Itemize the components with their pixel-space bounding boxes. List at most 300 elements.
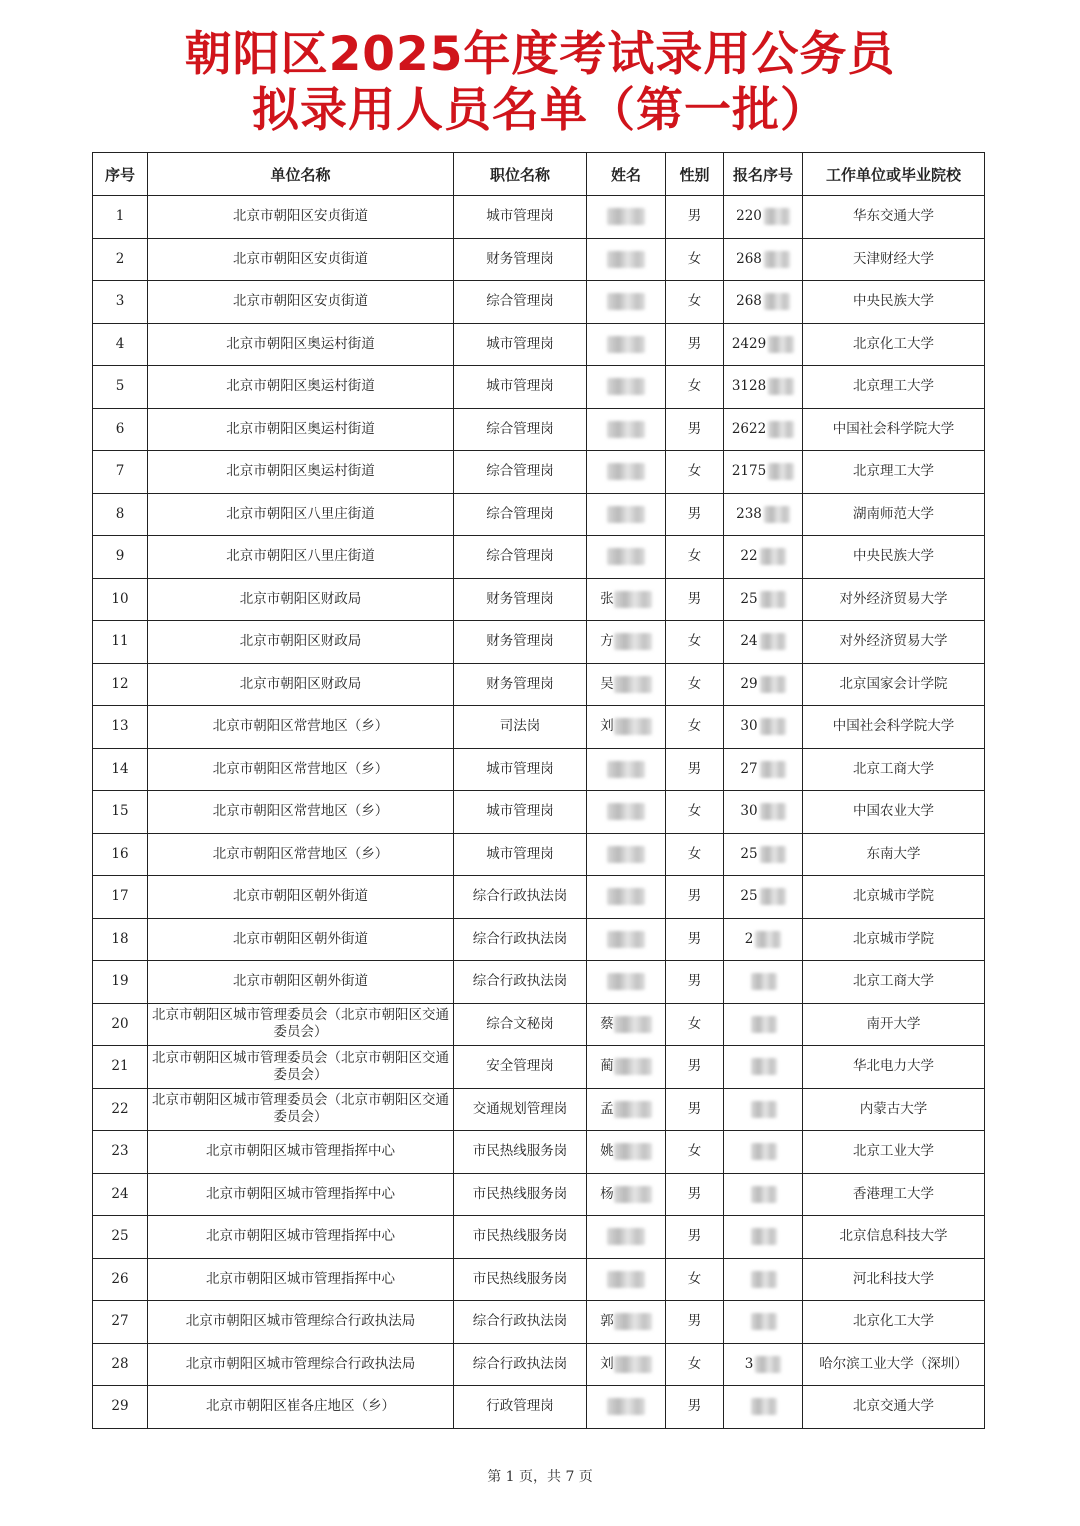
cell-reg-text: 30 bbox=[740, 803, 758, 820]
cell-unit-text: 北京市朝阳区城市管理指挥中心 bbox=[206, 1228, 395, 1245]
redaction-mask bbox=[760, 846, 786, 863]
redaction-mask bbox=[751, 1271, 777, 1288]
cell-reg-text: 3128 bbox=[731, 378, 767, 395]
cell-position bbox=[454, 621, 587, 664]
cell-no-text: 10 bbox=[111, 590, 129, 607]
cell-unit-text: 北京市朝阳区奥运村街道 bbox=[226, 420, 375, 437]
cell-unit bbox=[148, 578, 454, 621]
cell-gender bbox=[666, 706, 724, 749]
cell-unit bbox=[148, 196, 454, 239]
cell-no-text: 16 bbox=[111, 845, 129, 862]
cell-gender-text: 男 bbox=[687, 335, 702, 352]
cell-no-text: 13 bbox=[111, 718, 129, 735]
cell-position bbox=[454, 1088, 587, 1131]
cell-name bbox=[587, 1258, 666, 1301]
cell-no-text: 3 bbox=[115, 293, 125, 310]
cell-unit bbox=[148, 1343, 454, 1386]
cell-unit-text: 北京市朝阳区奥运村街道 bbox=[226, 463, 375, 480]
cell-name-text: 姚 bbox=[600, 1143, 614, 1160]
table-row bbox=[93, 961, 985, 1004]
cell-gender bbox=[666, 408, 724, 451]
cell-unit-text: 北京市朝阳区奥运村街道 bbox=[226, 378, 375, 395]
cell-school bbox=[803, 791, 985, 834]
redaction-mask bbox=[607, 378, 645, 395]
cell-no bbox=[93, 196, 148, 239]
cell-gender bbox=[666, 1131, 724, 1174]
cell-name-text: 孟 bbox=[600, 1100, 614, 1117]
cell-gender-text: 男 bbox=[687, 888, 702, 905]
cell-gender bbox=[666, 1258, 724, 1301]
cell-name-text: 杨 bbox=[600, 1185, 614, 1202]
redaction-mask bbox=[607, 251, 645, 268]
cell-name bbox=[587, 1301, 666, 1344]
cell-gender bbox=[666, 1343, 724, 1386]
cell-unit-text: 北京市朝阳区朝外街道 bbox=[233, 888, 368, 905]
cell-no bbox=[93, 366, 148, 409]
cell-unit bbox=[148, 706, 454, 749]
cell-school bbox=[803, 1003, 985, 1046]
cell-school bbox=[803, 706, 985, 749]
cell-school bbox=[803, 621, 985, 664]
cell-gender-text: 男 bbox=[687, 1398, 702, 1415]
table-header-row bbox=[93, 153, 985, 196]
header-cell-name: 姓名 bbox=[587, 153, 666, 196]
table-row bbox=[93, 536, 985, 579]
cell-position bbox=[454, 833, 587, 876]
roster-table bbox=[92, 152, 985, 1429]
cell-reg bbox=[724, 961, 803, 1004]
cell-school bbox=[803, 323, 985, 366]
cell-school bbox=[803, 1131, 985, 1174]
cell-unit bbox=[148, 238, 454, 281]
cell-unit-text: 北京市朝阳区财政局 bbox=[239, 675, 362, 692]
cell-position bbox=[454, 961, 587, 1004]
cell-school-text: 中央民族大学 bbox=[853, 293, 934, 310]
cell-reg-text: 24 bbox=[740, 633, 758, 650]
cell-gender bbox=[666, 1003, 724, 1046]
cell-gender-text: 女 bbox=[687, 718, 702, 735]
redaction-mask bbox=[607, 463, 645, 480]
cell-reg bbox=[724, 1173, 803, 1216]
page-footer: 第 1 页，共 7 页 bbox=[487, 1469, 593, 1485]
cell-name-text: 方 bbox=[600, 633, 614, 650]
cell-gender bbox=[666, 918, 724, 961]
cell-unit-text: 北京市朝阳区城市管理综合行政执法局 bbox=[185, 1355, 416, 1372]
cell-gender-text: 男 bbox=[687, 760, 702, 777]
redaction-mask bbox=[607, 803, 645, 820]
cell-gender bbox=[666, 1386, 724, 1429]
redaction-mask bbox=[751, 1143, 777, 1160]
cell-no bbox=[93, 918, 148, 961]
cell-reg-text: 25 bbox=[740, 888, 758, 905]
cell-reg bbox=[724, 493, 803, 536]
table-row bbox=[93, 1173, 985, 1216]
cell-reg bbox=[724, 663, 803, 706]
cell-unit-text: 北京市朝阳区安贞街道 bbox=[233, 208, 368, 225]
redaction-mask bbox=[614, 591, 652, 608]
cell-school bbox=[803, 1386, 985, 1429]
cell-reg bbox=[724, 1343, 803, 1386]
header-cell-unit: 单位名称 bbox=[148, 153, 454, 196]
redaction-mask bbox=[607, 1228, 645, 1245]
cell-position bbox=[454, 408, 587, 451]
cell-position bbox=[454, 1216, 587, 1259]
cell-reg bbox=[724, 918, 803, 961]
cell-name bbox=[587, 1343, 666, 1386]
cell-gender-text: 女 bbox=[687, 1270, 702, 1287]
cell-no bbox=[93, 1088, 148, 1131]
cell-position-text: 城市管理岗 bbox=[486, 335, 554, 352]
cell-position bbox=[454, 578, 587, 621]
redaction-mask bbox=[751, 1186, 777, 1203]
cell-unit bbox=[148, 833, 454, 876]
cell-reg bbox=[724, 706, 803, 749]
cell-school-text: 南开大学 bbox=[866, 1015, 921, 1032]
cell-position-text: 综合管理岗 bbox=[486, 293, 554, 310]
cell-position-text: 城市管理岗 bbox=[486, 803, 554, 820]
cell-position-text: 财务管理岗 bbox=[486, 633, 554, 650]
table-row bbox=[93, 833, 985, 876]
cell-name bbox=[587, 1216, 666, 1259]
cell-school-text: 北京工商大学 bbox=[853, 973, 934, 990]
cell-name bbox=[587, 238, 666, 281]
redaction-mask bbox=[755, 1356, 781, 1373]
cell-name bbox=[587, 621, 666, 664]
cell-position-text: 综合管理岗 bbox=[486, 463, 554, 480]
table-row bbox=[93, 1386, 985, 1429]
cell-no-text: 1 bbox=[115, 208, 125, 225]
cell-gender bbox=[666, 748, 724, 791]
cell-unit bbox=[148, 1046, 454, 1089]
redaction-mask bbox=[760, 803, 786, 820]
redaction-mask bbox=[614, 1356, 652, 1373]
cell-school bbox=[803, 578, 985, 621]
cell-gender-text: 男 bbox=[687, 208, 702, 225]
cell-reg bbox=[724, 1258, 803, 1301]
cell-school-text: 内蒙古大学 bbox=[859, 1100, 928, 1117]
cell-position bbox=[454, 1173, 587, 1216]
cell-unit bbox=[148, 536, 454, 579]
cell-school-text: 哈尔滨工业大学（深圳） bbox=[819, 1355, 968, 1372]
cell-position-text: 安全管理岗 bbox=[486, 1058, 554, 1075]
cell-unit bbox=[148, 961, 454, 1004]
cell-position bbox=[454, 1301, 587, 1344]
redaction-mask bbox=[768, 336, 794, 353]
table-row bbox=[93, 451, 985, 494]
cell-gender-text: 女 bbox=[687, 378, 702, 395]
cell-position bbox=[454, 323, 587, 366]
cell-no-text: 14 bbox=[111, 760, 129, 777]
cell-no-text: 7 bbox=[115, 463, 125, 480]
cell-gender-text: 男 bbox=[687, 1313, 702, 1330]
redaction-mask bbox=[614, 1186, 652, 1203]
cell-gender-text: 男 bbox=[687, 973, 702, 990]
table-row bbox=[93, 408, 985, 451]
redaction-mask bbox=[760, 676, 786, 693]
cell-reg bbox=[724, 323, 803, 366]
table-row bbox=[93, 663, 985, 706]
cell-position bbox=[454, 196, 587, 239]
cell-gender-text: 女 bbox=[687, 1015, 702, 1032]
cell-school bbox=[803, 748, 985, 791]
cell-reg bbox=[724, 281, 803, 324]
cell-position-text: 综合文秘岗 bbox=[486, 1015, 554, 1032]
cell-school bbox=[803, 876, 985, 919]
cell-gender-text: 女 bbox=[687, 463, 702, 480]
cell-school-text: 中国社会科学院大学 bbox=[832, 718, 955, 735]
table-body bbox=[93, 196, 985, 1429]
cell-position-text: 城市管理岗 bbox=[486, 378, 554, 395]
cell-school-text: 北京城市学院 bbox=[853, 930, 934, 947]
cell-no-text: 9 bbox=[115, 548, 125, 565]
cell-no bbox=[93, 1258, 148, 1301]
table-row bbox=[93, 1216, 985, 1259]
cell-unit-text: 北京市朝阳区城市管理委员会（北京市朝阳区交通委员会） bbox=[152, 1049, 449, 1083]
redaction-mask bbox=[751, 973, 777, 990]
cell-gender-text: 女 bbox=[687, 845, 702, 862]
cell-unit-text: 北京市朝阳区城市管理委员会（北京市朝阳区交通委员会） bbox=[152, 1007, 449, 1041]
cell-gender bbox=[666, 451, 724, 494]
table-row bbox=[93, 238, 985, 281]
cell-position-text: 综合管理岗 bbox=[486, 505, 554, 522]
cell-unit-text: 北京市朝阳区八里庄街道 bbox=[226, 505, 375, 522]
cell-school bbox=[803, 961, 985, 1004]
cell-name bbox=[587, 196, 666, 239]
cell-school bbox=[803, 1088, 985, 1131]
cell-reg-text: 2 bbox=[744, 930, 754, 947]
cell-no bbox=[93, 1131, 148, 1174]
cell-gender bbox=[666, 833, 724, 876]
cell-position-text: 城市管理岗 bbox=[486, 208, 554, 225]
table-row bbox=[93, 621, 985, 664]
cell-no bbox=[93, 621, 148, 664]
cell-gender-text: 男 bbox=[687, 1058, 702, 1075]
cell-no-text: 17 bbox=[111, 888, 129, 905]
table-row bbox=[93, 876, 985, 919]
header-cell-position: 职位名称 bbox=[454, 153, 587, 196]
cell-position-text: 财务管理岗 bbox=[486, 675, 554, 692]
cell-gender bbox=[666, 1216, 724, 1259]
cell-position-text: 市民热线服务岗 bbox=[472, 1270, 568, 1287]
redaction-mask bbox=[760, 591, 786, 608]
cell-gender bbox=[666, 281, 724, 324]
cell-school-text: 北京城市学院 bbox=[853, 888, 934, 905]
redaction-mask bbox=[614, 1101, 652, 1118]
cell-unit-text: 北京市朝阳区城市管理指挥中心 bbox=[206, 1143, 395, 1160]
cell-reg-text: 2622 bbox=[731, 420, 767, 437]
cell-gender bbox=[666, 1046, 724, 1089]
cell-name bbox=[587, 1046, 666, 1089]
cell-gender bbox=[666, 1088, 724, 1131]
header-cell-gender: 性别 bbox=[666, 153, 724, 196]
cell-unit-text: 北京市朝阳区城市管理指挥中心 bbox=[206, 1270, 395, 1287]
cell-name bbox=[587, 1003, 666, 1046]
redaction-mask bbox=[760, 888, 786, 905]
cell-no-text: 19 bbox=[111, 973, 129, 990]
redaction-mask bbox=[764, 251, 790, 268]
cell-no bbox=[93, 493, 148, 536]
table-row bbox=[93, 323, 985, 366]
table-row bbox=[93, 918, 985, 961]
redaction-mask bbox=[764, 293, 790, 310]
cell-school-text: 北京理工大学 bbox=[853, 463, 934, 480]
cell-no bbox=[93, 706, 148, 749]
cell-unit bbox=[148, 1216, 454, 1259]
cell-gender-text: 女 bbox=[687, 250, 702, 267]
table-row bbox=[93, 1258, 985, 1301]
cell-name bbox=[587, 323, 666, 366]
cell-school-text: 香港理工大学 bbox=[853, 1185, 934, 1202]
cell-unit-text: 北京市朝阳区常营地区（乡） bbox=[212, 845, 389, 862]
cell-unit bbox=[148, 366, 454, 409]
cell-no bbox=[93, 961, 148, 1004]
cell-reg bbox=[724, 196, 803, 239]
cell-unit bbox=[148, 408, 454, 451]
cell-gender bbox=[666, 196, 724, 239]
cell-gender bbox=[666, 961, 724, 1004]
cell-gender bbox=[666, 621, 724, 664]
cell-unit bbox=[148, 663, 454, 706]
redaction-mask bbox=[751, 1058, 777, 1075]
cell-name bbox=[587, 408, 666, 451]
cell-gender-text: 男 bbox=[687, 1185, 702, 1202]
cell-unit-text: 北京市朝阳区常营地区（乡） bbox=[212, 803, 389, 820]
cell-no bbox=[93, 451, 148, 494]
cell-school-text: 中国社会科学院大学 bbox=[832, 420, 955, 437]
redaction-mask bbox=[607, 761, 645, 778]
cell-gender bbox=[666, 578, 724, 621]
cell-gender bbox=[666, 1301, 724, 1344]
cell-name bbox=[587, 366, 666, 409]
cell-reg-text: 3 bbox=[744, 1355, 754, 1372]
cell-gender-text: 男 bbox=[687, 1228, 702, 1245]
cell-name bbox=[587, 706, 666, 749]
cell-no-text: 24 bbox=[111, 1185, 129, 1202]
cell-reg bbox=[724, 791, 803, 834]
cell-no bbox=[93, 323, 148, 366]
cell-gender-text: 女 bbox=[687, 633, 702, 650]
cell-school-text: 北京信息科技大学 bbox=[839, 1228, 948, 1245]
cell-unit-text: 北京市朝阳区朝外街道 bbox=[233, 973, 368, 990]
cell-name bbox=[587, 578, 666, 621]
table-row bbox=[93, 748, 985, 791]
table-row bbox=[93, 1003, 985, 1046]
redaction-mask bbox=[760, 761, 786, 778]
cell-no-text: 2 bbox=[115, 250, 125, 267]
cell-name-text: 刘 bbox=[600, 1355, 614, 1372]
cell-position bbox=[454, 1386, 587, 1429]
cell-reg-text: 268 bbox=[736, 250, 762, 267]
cell-reg bbox=[724, 833, 803, 876]
cell-gender-text: 女 bbox=[687, 803, 702, 820]
cell-school bbox=[803, 663, 985, 706]
cell-reg bbox=[724, 621, 803, 664]
cell-unit bbox=[148, 1258, 454, 1301]
cell-school bbox=[803, 366, 985, 409]
cell-no bbox=[93, 876, 148, 919]
cell-reg bbox=[724, 1003, 803, 1046]
cell-name-text: 刘 bbox=[600, 718, 614, 735]
cell-position-text: 综合行政执法岗 bbox=[472, 1313, 568, 1330]
cell-position-text: 综合管理岗 bbox=[486, 548, 554, 565]
cell-school bbox=[803, 1046, 985, 1089]
cell-position-text: 司法岗 bbox=[499, 718, 541, 735]
cell-unit bbox=[148, 281, 454, 324]
cell-reg-text: 220 bbox=[736, 208, 762, 225]
cell-position bbox=[454, 1258, 587, 1301]
cell-no bbox=[93, 1386, 148, 1429]
cell-unit bbox=[148, 918, 454, 961]
cell-position bbox=[454, 663, 587, 706]
cell-gender bbox=[666, 323, 724, 366]
cell-no bbox=[93, 408, 148, 451]
cell-no-text: 25 bbox=[111, 1228, 129, 1245]
cell-name bbox=[587, 833, 666, 876]
cell-school-text: 北京化工大学 bbox=[853, 1313, 934, 1330]
cell-position bbox=[454, 706, 587, 749]
redaction-mask bbox=[764, 506, 790, 523]
table-row bbox=[93, 791, 985, 834]
cell-reg bbox=[724, 748, 803, 791]
redaction-mask bbox=[614, 633, 652, 650]
redaction-mask bbox=[760, 548, 786, 565]
cell-school-text: 北京化工大学 bbox=[853, 335, 934, 352]
redaction-mask bbox=[614, 676, 652, 693]
cell-unit bbox=[148, 621, 454, 664]
cell-unit bbox=[148, 876, 454, 919]
cell-no-text: 15 bbox=[111, 803, 129, 820]
cell-no-text: 27 bbox=[111, 1313, 129, 1330]
cell-reg bbox=[724, 536, 803, 579]
cell-position-text: 综合行政执法岗 bbox=[472, 930, 568, 947]
redaction-mask bbox=[614, 1313, 652, 1330]
cell-name bbox=[587, 876, 666, 919]
cell-position bbox=[454, 748, 587, 791]
redaction-mask bbox=[607, 421, 645, 438]
cell-name-text: 蔺 bbox=[600, 1058, 614, 1075]
cell-reg bbox=[724, 1386, 803, 1429]
cell-reg bbox=[724, 578, 803, 621]
cell-gender-text: 男 bbox=[687, 590, 702, 607]
cell-school-text: 天津财经大学 bbox=[853, 250, 934, 267]
cell-name bbox=[587, 1386, 666, 1429]
cell-position-text: 城市管理岗 bbox=[486, 845, 554, 862]
cell-unit-text: 北京市朝阳区财政局 bbox=[239, 633, 362, 650]
table-row bbox=[93, 1301, 985, 1344]
cell-school bbox=[803, 281, 985, 324]
cell-school-text: 中国农业大学 bbox=[853, 803, 934, 820]
redaction-mask bbox=[607, 208, 645, 225]
cell-reg bbox=[724, 1216, 803, 1259]
cell-gender bbox=[666, 366, 724, 409]
cell-gender-text: 女 bbox=[687, 1143, 702, 1160]
redaction-mask bbox=[614, 1058, 652, 1075]
cell-gender bbox=[666, 663, 724, 706]
cell-position bbox=[454, 281, 587, 324]
redaction-mask bbox=[751, 1101, 777, 1118]
cell-unit bbox=[148, 1131, 454, 1174]
cell-name bbox=[587, 281, 666, 324]
cell-gender-text: 女 bbox=[687, 293, 702, 310]
redaction-mask bbox=[768, 463, 794, 480]
redaction-mask bbox=[607, 548, 645, 565]
redaction-mask bbox=[607, 293, 645, 310]
table-row bbox=[93, 196, 985, 239]
cell-gender-text: 女 bbox=[687, 548, 702, 565]
table-row bbox=[93, 1088, 985, 1131]
cell-position bbox=[454, 366, 587, 409]
cell-gender bbox=[666, 493, 724, 536]
